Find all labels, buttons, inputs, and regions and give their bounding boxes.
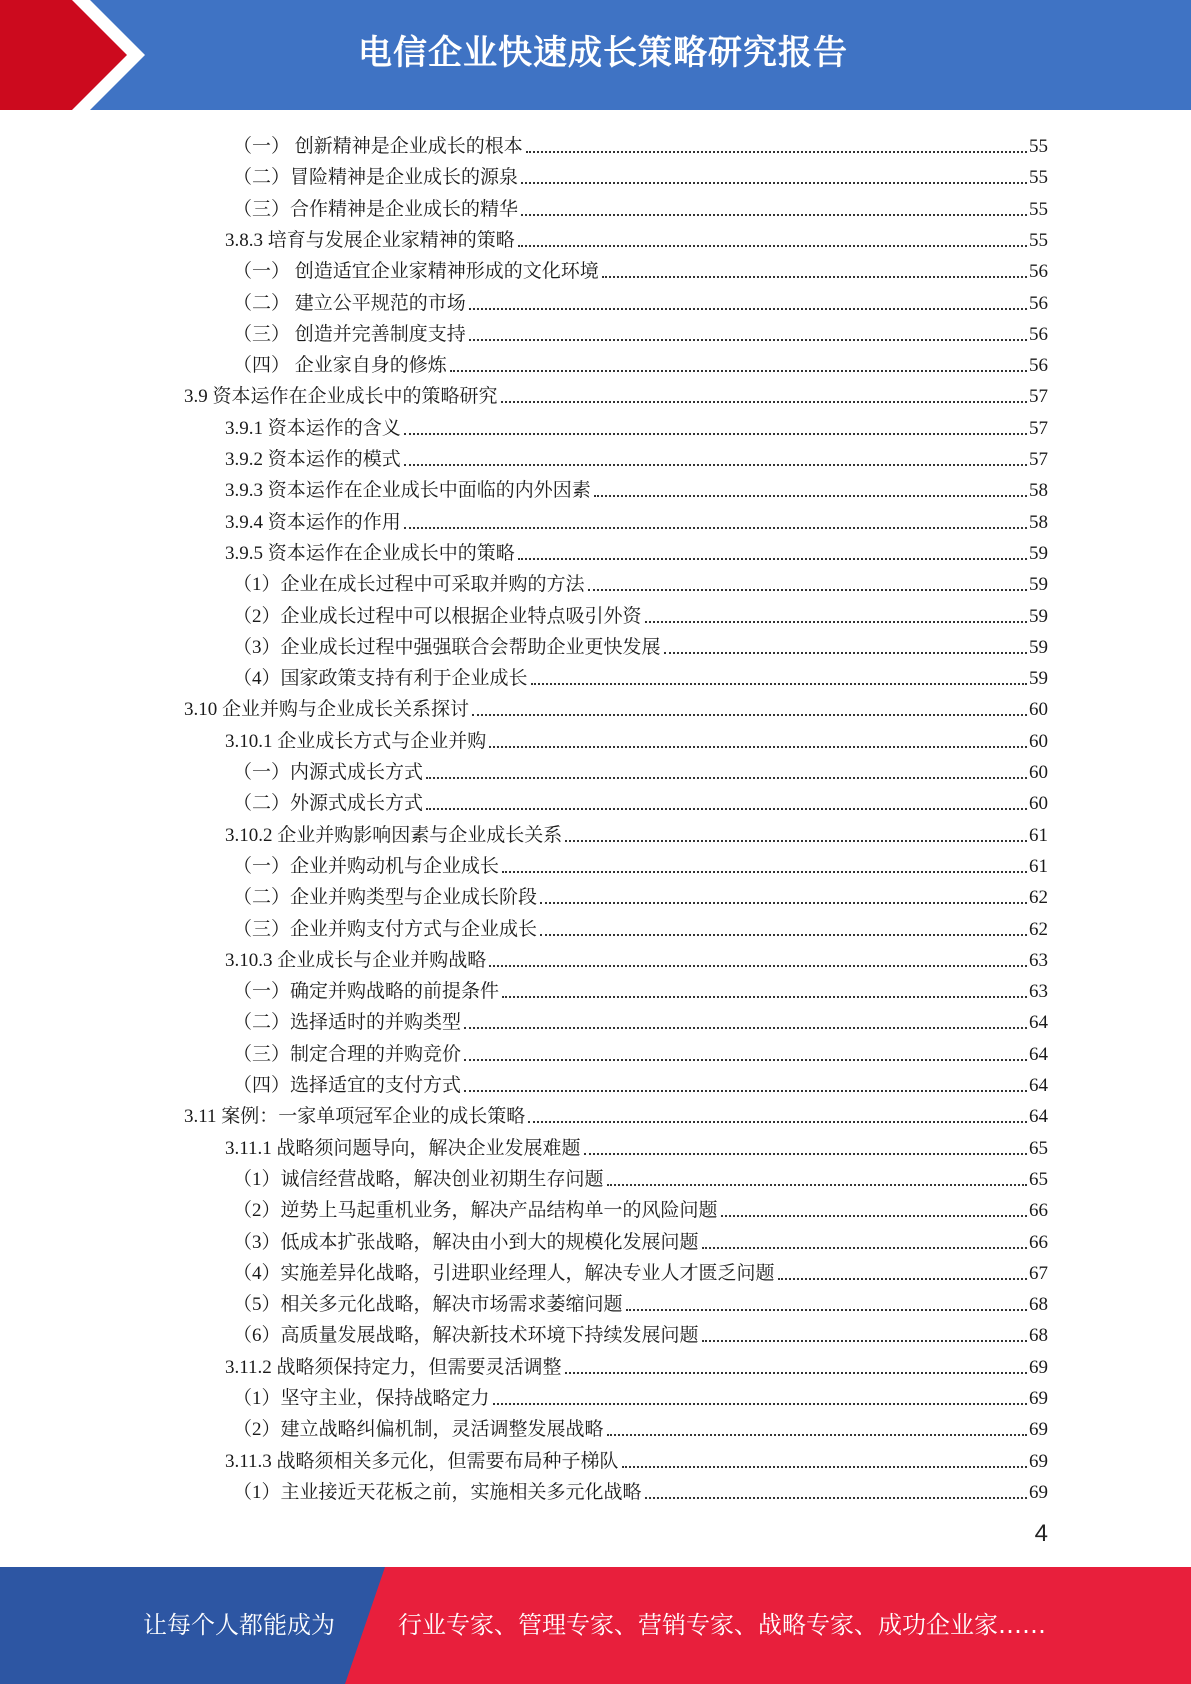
toc-entry-title: 3.9.4 资本运作的作用 xyxy=(225,512,401,533)
toc-entry-title: 3.9.2 资本运作的模式 xyxy=(225,449,401,470)
toc-entry[interactable] xyxy=(233,1066,1048,1097)
toc-dot-leader xyxy=(622,1466,1027,1468)
toc-entry[interactable] xyxy=(233,1473,1048,1504)
toc-entry[interactable] xyxy=(225,534,1048,565)
toc-dot-leader xyxy=(602,276,1027,278)
toc-entry-page: 55 xyxy=(1029,136,1048,157)
toc-dot-leader xyxy=(472,714,1027,716)
document-title: 电信企业快速成长策略研究报告 xyxy=(358,33,848,73)
toc-dot-leader xyxy=(607,1184,1027,1186)
toc-dot-leader xyxy=(501,401,1027,403)
toc-entry-page: 59 xyxy=(1029,668,1048,689)
toc-entry[interactable] xyxy=(233,315,1048,346)
toc-entry-page: 69 xyxy=(1029,1357,1048,1378)
toc-entry-page: 59 xyxy=(1029,606,1048,627)
toc-entry-page: 61 xyxy=(1029,825,1048,846)
toc-dot-leader xyxy=(588,589,1027,591)
toc-entry-page: 55 xyxy=(1029,199,1048,220)
toc-dot-leader xyxy=(404,527,1027,529)
toc-entry[interactable] xyxy=(233,1316,1048,1347)
toc-entry-page: 68 xyxy=(1029,1325,1048,1346)
toc-entry-title: （三）制定合理的并购竞价 xyxy=(233,1044,462,1065)
toc-entry-title: （2）企业成长过程中可以根据企业特点吸引外资 xyxy=(233,606,642,627)
toc-entry[interactable] xyxy=(225,409,1048,440)
toc-entry[interactable] xyxy=(233,597,1048,628)
toc-entry-page: 68 xyxy=(1029,1294,1048,1315)
toc-entry-title: （四）选择适宜的支付方式 xyxy=(233,1075,462,1096)
toc-entry-page: 60 xyxy=(1029,699,1048,720)
toc-entry-title: （四） 企业家自身的修炼 xyxy=(233,355,447,376)
toc-entry-page: 60 xyxy=(1029,762,1048,783)
toc-entry-title: 3.11.3 战略须相关多元化，但需要布局种子梯队 xyxy=(225,1451,619,1472)
toc-entry-title: （一） 创新精神是企业成长的根本 xyxy=(233,136,523,157)
toc-entry[interactable] xyxy=(225,1348,1048,1379)
toc-entry-page: 66 xyxy=(1029,1232,1048,1253)
page-footer xyxy=(0,1567,1191,1684)
toc-entry[interactable] xyxy=(225,816,1048,847)
toc-entry-page: 66 xyxy=(1029,1200,1048,1221)
toc-dot-leader xyxy=(489,965,1027,967)
page-number: 4 xyxy=(1034,1520,1048,1547)
toc-entry[interactable] xyxy=(233,1285,1048,1316)
toc-entry-page: 55 xyxy=(1029,230,1048,251)
toc-dot-leader xyxy=(426,808,1027,810)
toc-entry[interactable] xyxy=(233,1379,1048,1410)
toc-entry[interactable] xyxy=(184,690,1048,721)
toc-dot-leader xyxy=(464,1059,1027,1061)
toc-dot-leader xyxy=(502,871,1027,873)
toc-dot-leader xyxy=(531,683,1027,685)
toc-entry-page: 59 xyxy=(1029,637,1048,658)
toc-entry-title: （5）相关多元化战略，解决市场需求萎缩问题 xyxy=(233,1294,623,1315)
toc-dot-leader xyxy=(521,182,1027,184)
toc-entry[interactable] xyxy=(233,753,1048,784)
toc-entry-title: （二）冒险精神是企业成长的源泉 xyxy=(233,167,519,188)
toc-entry[interactable] xyxy=(233,284,1048,315)
toc-entry-title: （3）低成本扩张战略，解决由小到大的规模化发展问题 xyxy=(233,1232,699,1253)
toc-dot-leader xyxy=(702,1340,1027,1342)
toc-entry-page: 58 xyxy=(1029,480,1048,501)
toc-entry[interactable] xyxy=(233,628,1048,659)
toc-entry-title: （1）主业接近天花板之前，实施相关多元化战略 xyxy=(233,1482,642,1503)
toc-entry[interactable] xyxy=(233,346,1048,377)
toc-entry-title: （4）实施差异化战略，引进职业经理人，解决专业人才匮乏问题 xyxy=(233,1263,775,1284)
toc-entry[interactable] xyxy=(233,158,1048,189)
toc-entry-page: 56 xyxy=(1029,355,1048,376)
toc-entry[interactable] xyxy=(184,377,1048,408)
footer-slogan-right: 行业专家、管理专家、营销专家、战略专家、成功企业家…… xyxy=(398,1611,1046,1639)
toc-entry-title: （三） 创造并完善制度支持 xyxy=(233,324,466,345)
toc-entry[interactable] xyxy=(225,503,1048,534)
toc-entry[interactable] xyxy=(233,910,1048,941)
toc-entry-page: 62 xyxy=(1029,887,1048,908)
toc-entry-page: 59 xyxy=(1029,543,1048,564)
toc-entry[interactable] xyxy=(233,1254,1048,1285)
toc-entry-title: （6）高质量发展战略，解决新技术环境下持续发展问题 xyxy=(233,1325,699,1346)
toc-entry-title: （1）坚守主业，保持战略定力 xyxy=(233,1388,490,1409)
toc-entry-title: 3.9.5 资本运作在企业成长中的策略 xyxy=(225,543,515,564)
toc-dot-leader xyxy=(721,1215,1027,1217)
toc-entry[interactable] xyxy=(233,1160,1048,1191)
toc-entry[interactable] xyxy=(225,471,1048,502)
toc-entry-title: （一）企业并购动机与企业成长 xyxy=(233,856,500,877)
toc-dot-leader xyxy=(426,777,1027,779)
toc-entry-title: （1）诚信经营战略，解决创业初期生存问题 xyxy=(233,1169,604,1190)
toc-entry-page: 64 xyxy=(1029,1012,1048,1033)
toc-entry-page: 64 xyxy=(1029,1106,1048,1127)
toc-entry[interactable] xyxy=(225,1129,1048,1160)
footer-slogan-left: 让每个人都能成为 xyxy=(143,1611,335,1639)
toc-dot-leader xyxy=(607,1434,1027,1436)
toc-dot-leader xyxy=(518,558,1027,560)
toc-entry-page: 65 xyxy=(1029,1138,1048,1159)
toc-dot-leader xyxy=(778,1278,1027,1280)
toc-entry-title: （4）国家政策支持有利于企业成长 xyxy=(233,668,528,689)
toc-entry-page: 69 xyxy=(1029,1388,1048,1409)
toc-dot-leader xyxy=(518,245,1027,247)
toc-entry-title: （二） 建立公平规范的市场 xyxy=(233,293,466,314)
toc-entry-title: （一）内源式成长方式 xyxy=(233,762,424,783)
toc-entry[interactable] xyxy=(233,127,1048,158)
toc-dot-leader xyxy=(404,464,1027,466)
toc-entry[interactable] xyxy=(225,941,1048,972)
toc-entry-page: 60 xyxy=(1029,731,1048,752)
toc-dot-leader xyxy=(528,1121,1027,1123)
toc-entry-title: （一） 创造适宜企业家精神形成的文化环境 xyxy=(233,261,599,282)
toc-entry-page: 67 xyxy=(1029,1263,1048,1284)
toc-entry-title: （3）企业成长过程中强强联合会帮助企业更快发展 xyxy=(233,637,661,658)
toc-entry-title: 3.10 企业并购与企业成长关系探讨 xyxy=(184,699,470,720)
toc-entry[interactable] xyxy=(233,659,1048,690)
toc-entry-title: 3.10.1 企业成长方式与企业并购 xyxy=(225,731,487,752)
toc-entry-page: 61 xyxy=(1029,856,1048,877)
toc-dot-leader xyxy=(464,1090,1027,1092)
toc-entry[interactable] xyxy=(233,1191,1048,1222)
toc-dot-leader xyxy=(584,1153,1027,1155)
toc-entry[interactable] xyxy=(233,1410,1048,1441)
toc-dot-leader xyxy=(489,746,1027,748)
toc-entry-page: 59 xyxy=(1029,574,1048,595)
toc-dot-leader xyxy=(702,1247,1027,1249)
toc-entry[interactable] xyxy=(233,1223,1048,1254)
toc-entry[interactable] xyxy=(233,847,1048,878)
toc-dot-leader xyxy=(594,495,1027,497)
toc-entry-title: 3.9.1 资本运作的含义 xyxy=(225,418,401,439)
toc-entry[interactable] xyxy=(233,784,1048,815)
toc-entry-page: 56 xyxy=(1029,293,1048,314)
toc-entry-page: 58 xyxy=(1029,512,1048,533)
toc-entry-title: （二）选择适时的并购类型 xyxy=(233,1012,462,1033)
toc-entry[interactable] xyxy=(225,1442,1048,1473)
toc-entry[interactable] xyxy=(233,972,1048,1003)
toc-dot-leader xyxy=(469,308,1027,310)
toc-entry[interactable] xyxy=(225,221,1048,252)
toc-dot-leader xyxy=(521,214,1027,216)
toc-entry-page: 57 xyxy=(1029,449,1048,470)
toc-dot-leader xyxy=(540,902,1027,904)
toc-entry-page: 69 xyxy=(1029,1419,1048,1440)
toc-dot-leader xyxy=(502,996,1027,998)
toc-entry-title: （三）企业并购支付方式与企业成长 xyxy=(233,919,538,940)
toc-entry[interactable] xyxy=(233,190,1048,221)
toc-entry[interactable] xyxy=(233,565,1048,596)
toc-entry-page: 57 xyxy=(1029,386,1048,407)
toc-dot-leader xyxy=(469,339,1027,341)
toc-entry-page: 65 xyxy=(1029,1169,1048,1190)
toc-entry[interactable] xyxy=(233,878,1048,909)
toc-entry[interactable] xyxy=(233,252,1048,283)
toc-entry-title: （2）逆势上马起重机业务，解决产品结构单一的风险问题 xyxy=(233,1200,718,1221)
toc-entry-page: 56 xyxy=(1029,261,1048,282)
toc-dot-leader xyxy=(645,621,1027,623)
toc-entry-title: （一）确定并购战略的前提条件 xyxy=(233,981,500,1002)
toc-dot-leader xyxy=(526,151,1027,153)
toc-entry-title: （二）外源式成长方式 xyxy=(233,793,424,814)
toc-dot-leader xyxy=(404,433,1027,435)
toc-entry-page: 69 xyxy=(1029,1482,1048,1503)
toc-entry-page: 57 xyxy=(1029,418,1048,439)
toc-entry-page: 55 xyxy=(1029,167,1048,188)
toc-entry-page: 69 xyxy=(1029,1451,1048,1472)
toc-entry-title: 3.10.3 企业成长与企业并购战略 xyxy=(225,950,487,971)
toc-entry[interactable] xyxy=(184,1097,1048,1128)
toc-dot-leader xyxy=(493,1403,1027,1405)
toc-dot-leader xyxy=(464,1027,1027,1029)
toc-entry-page: 63 xyxy=(1029,950,1048,971)
toc-entry-page: 63 xyxy=(1029,981,1048,1002)
toc-entry-title: （2）建立战略纠偏机制，灵活调整发展战略 xyxy=(233,1419,604,1440)
toc-entry-title: 3.9 资本运作在企业成长中的策略研究 xyxy=(184,386,498,407)
toc-dot-leader xyxy=(645,1497,1027,1499)
toc-entry[interactable] xyxy=(233,1035,1048,1066)
toc-entry-page: 60 xyxy=(1029,793,1048,814)
toc-entry-page: 62 xyxy=(1029,919,1048,940)
toc-dot-leader xyxy=(540,934,1027,936)
toc-entry-title: （三）合作精神是企业成长的精华 xyxy=(233,199,519,220)
toc-entry-title: 3.8.3 培育与发展企业家精神的策略 xyxy=(225,230,515,251)
toc-entry[interactable] xyxy=(233,1003,1048,1034)
toc-entry[interactable] xyxy=(225,440,1048,471)
toc-dot-leader xyxy=(565,1372,1027,1374)
toc-entry-page: 64 xyxy=(1029,1075,1048,1096)
toc-entry-title: 3.10.2 企业并购影响因素与企业成长关系 xyxy=(225,825,563,846)
toc-dot-leader xyxy=(565,840,1027,842)
toc-dot-leader xyxy=(664,652,1027,654)
toc-dot-leader xyxy=(450,370,1027,372)
toc-entry-title: 3.11.2 战略须保持定力，但需要灵活调整 xyxy=(225,1357,562,1378)
toc-entry-title: 3.11 案例：一家单项冠军企业的成长策略 xyxy=(184,1106,526,1127)
toc-entry[interactable] xyxy=(225,722,1048,753)
toc-dot-leader xyxy=(626,1309,1027,1311)
toc-entry-title: （1）企业在成长过程中可采取并购的方法 xyxy=(233,574,585,595)
toc-entry-title: 3.11.1 战略须问题导向，解决企业发展难题 xyxy=(225,1138,581,1159)
toc-entry-title: （二）企业并购类型与企业成长阶段 xyxy=(233,887,538,908)
page-header xyxy=(0,0,1191,110)
toc-entry-page: 64 xyxy=(1029,1044,1048,1065)
toc-entry-title: 3.9.3 资本运作在企业成长中面临的内外因素 xyxy=(225,480,591,501)
toc-entry-page: 56 xyxy=(1029,324,1048,345)
